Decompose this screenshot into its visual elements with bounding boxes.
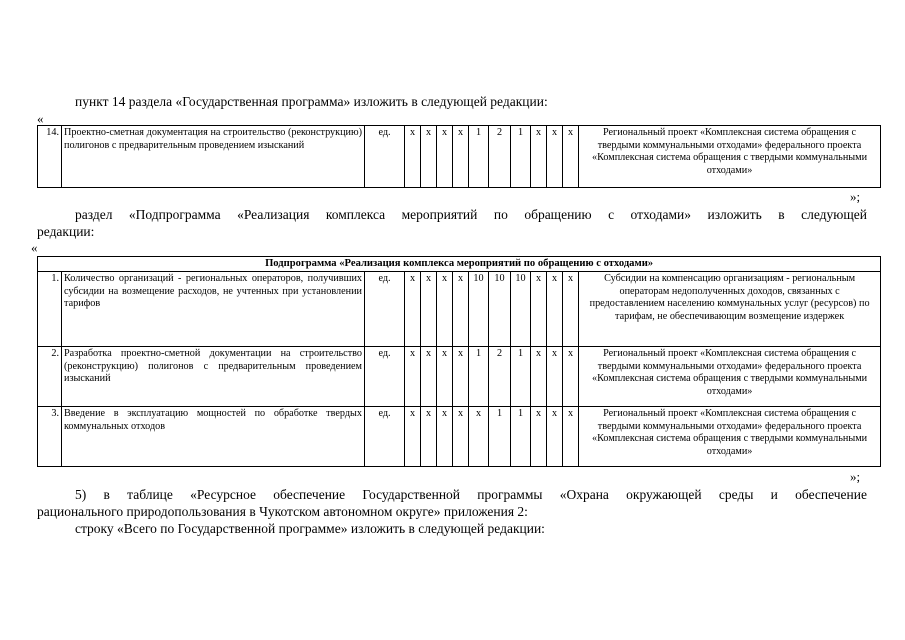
row-name: Введение в эксплуатацию мощностей по обработке твердых коммунальных отходов	[62, 407, 365, 467]
value-cell: х	[531, 407, 547, 467]
value-cell: х	[563, 272, 579, 347]
value-cell: х	[405, 272, 421, 347]
table-row	[38, 126, 881, 188]
row-unit: ед.	[365, 407, 405, 467]
value-cell: х	[453, 272, 469, 347]
row-source: Региональный проект «Комплексная система обращения с твердыми коммунальными отходами» федерального проекта «Комплексная система обращения с твердыми коммунальными отходами»	[579, 126, 881, 188]
row-source: Региональный проект «Комплексная система обращения с твердыми коммунальными отходами» федерального проекта «Комплексная система обращения с твердыми коммунальными отходами»	[579, 407, 881, 467]
value-cell: х	[421, 407, 437, 467]
paragraph-total-row: строку «Всего по Государственной программе» изложить в следующей редакции:	[75, 521, 545, 536]
value-cell: х	[469, 407, 489, 467]
value-cell: 2	[489, 126, 511, 188]
paragraph-item-14: пункт 14 раздела «Государственная программа» изложить в следующей редакции:	[75, 94, 548, 109]
value-cell: х	[453, 407, 469, 467]
value-cell: х	[563, 407, 579, 467]
table-subprogram	[37, 256, 881, 467]
value-cell: х	[531, 347, 547, 407]
value-cell: 1	[511, 126, 531, 188]
value-cell: х	[405, 407, 421, 467]
table-row	[38, 347, 881, 407]
row-number: 2.	[38, 347, 62, 407]
value-cell: х	[563, 126, 579, 188]
table-row	[38, 407, 881, 467]
row-source: Региональный проект «Комплексная система обращения с твердыми коммунальными отходами» федерального проекта «Комплексная система обращения с твердыми коммунальными отходами»	[579, 347, 881, 407]
open-quote-2: «	[31, 240, 38, 255]
row-unit: ед.	[365, 272, 405, 347]
value-cell: х	[547, 126, 563, 188]
close-quote-2: »;	[850, 469, 861, 484]
value-cell: х	[453, 347, 469, 407]
row-number: 14.	[38, 126, 62, 188]
value-cell: х	[437, 347, 453, 407]
table-row	[38, 272, 881, 347]
paragraph-subprogram: раздел «Подпрограмма «Реализация комплекса мероприятий по обращению с отходами» изложить в следующей	[75, 207, 867, 222]
value-cell: х	[563, 347, 579, 407]
value-cell: 1	[469, 126, 489, 188]
row-number: 3.	[38, 407, 62, 467]
paragraph-resource-table-cont: рационального природопользования в Чукотском автономном округе» приложения 2:	[37, 504, 528, 519]
row-name: Количество организаций - региональных операторов, получивших субсидии на возмещение расходов, не учтенных при установлении тарифов	[62, 272, 365, 347]
value-cell: 1	[511, 347, 531, 407]
value-cell: 2	[489, 347, 511, 407]
value-cell: х	[405, 126, 421, 188]
value-cell: х	[531, 126, 547, 188]
row-source: Субсидии на компенсацию организациям - региональным операторам недополученных доходов, связанных с предоставлением населению коммунальных услуг (ресурсов) по тарифам, не обеспечивающим возмещение издержек	[579, 272, 881, 347]
open-quote-1: «	[37, 111, 44, 126]
value-cell: х	[437, 126, 453, 188]
row-number: 1.	[38, 272, 62, 347]
value-cell: 1	[489, 407, 511, 467]
value-cell: х	[547, 347, 563, 407]
row-unit: ед.	[365, 126, 405, 188]
table-item-14	[37, 125, 881, 188]
paragraph-subprogram-cont: редакции:	[37, 224, 95, 239]
value-cell: 1	[469, 347, 489, 407]
value-cell: х	[421, 272, 437, 347]
value-cell: х	[421, 347, 437, 407]
value-cell: х	[547, 272, 563, 347]
value-cell: х	[531, 272, 547, 347]
value-cell: х	[453, 126, 469, 188]
value-cell: х	[437, 272, 453, 347]
close-quote-1: »;	[850, 189, 861, 204]
value-cell: 10	[511, 272, 531, 347]
value-cell: 10	[469, 272, 489, 347]
value-cell: 1	[511, 407, 531, 467]
value-cell: 10	[489, 272, 511, 347]
row-unit: ед.	[365, 347, 405, 407]
value-cell: х	[437, 407, 453, 467]
row-name: Разработка проектно-сметной документации на строительство (реконструкцию) полигонов с предварительным проведением изысканий	[62, 347, 365, 407]
value-cell: х	[547, 407, 563, 467]
row-name: Проектно-сметная документация на строительство (реконструкцию) полигонов с предварительным проведением изысканий	[62, 126, 365, 188]
subprogram-header: Подпрограмма «Реализация комплекса мероприятий по обращению с отходами»	[38, 257, 881, 272]
value-cell: х	[421, 126, 437, 188]
table-header-row	[38, 257, 881, 272]
paragraph-resource-table: 5) в таблице «Ресурсное обеспечение Государственной программы «Охрана окружающей среды и обеспечение	[75, 487, 867, 502]
value-cell: х	[405, 347, 421, 407]
